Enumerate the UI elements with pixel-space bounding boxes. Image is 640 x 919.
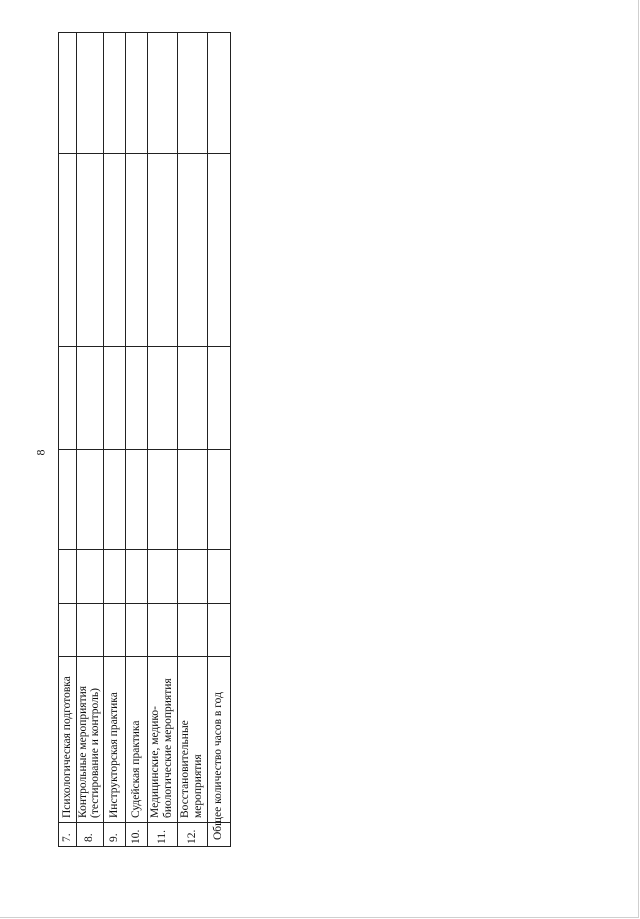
col-sep-num <box>58 822 230 823</box>
row-10-number: 10. <box>130 829 142 844</box>
row-7-label: Психологическая подготовка <box>61 676 73 818</box>
row-line-4 <box>147 32 148 847</box>
row-12-number: 12. <box>186 829 198 844</box>
row-11-number: 11. <box>156 830 168 844</box>
row-8-label-line2: (тестирование и контроль) <box>89 688 101 818</box>
col-sep-1 <box>58 603 230 604</box>
col-sep-label <box>58 656 230 657</box>
row-10-label: Судейская практика <box>130 720 142 818</box>
row-9-number: 9. <box>108 833 120 842</box>
table-border-bottom <box>58 846 230 847</box>
page-number: 8 <box>33 449 48 456</box>
row-11-label-line2: биологические мероприятия <box>162 678 174 818</box>
row-12-label-line2: мероприятия <box>192 754 204 818</box>
col-sep-5 <box>58 153 230 154</box>
row-line-2 <box>103 32 104 847</box>
col-sep-2 <box>58 549 230 550</box>
row-8-label-line1: Контрольные мероприятия <box>77 685 89 818</box>
table-border-top <box>58 32 230 33</box>
row-line-3 <box>125 32 126 847</box>
row-8-number: 8. <box>83 833 95 842</box>
row-9-label: Инструкторская практика <box>108 692 120 818</box>
row-line-7 <box>230 32 231 847</box>
row-line-0 <box>58 32 59 847</box>
row-11-label-line1: Медицинские, медико- <box>149 705 161 818</box>
row-line-5 <box>177 32 178 847</box>
col-sep-4 <box>58 346 230 347</box>
row-7-number: 7. <box>61 833 73 842</box>
total-hours-label: Общее количество часов в год <box>212 692 224 840</box>
col-sep-3 <box>58 449 230 450</box>
row-12-label-line1: Восстановительные <box>179 720 191 818</box>
row-line-6 <box>207 32 208 847</box>
